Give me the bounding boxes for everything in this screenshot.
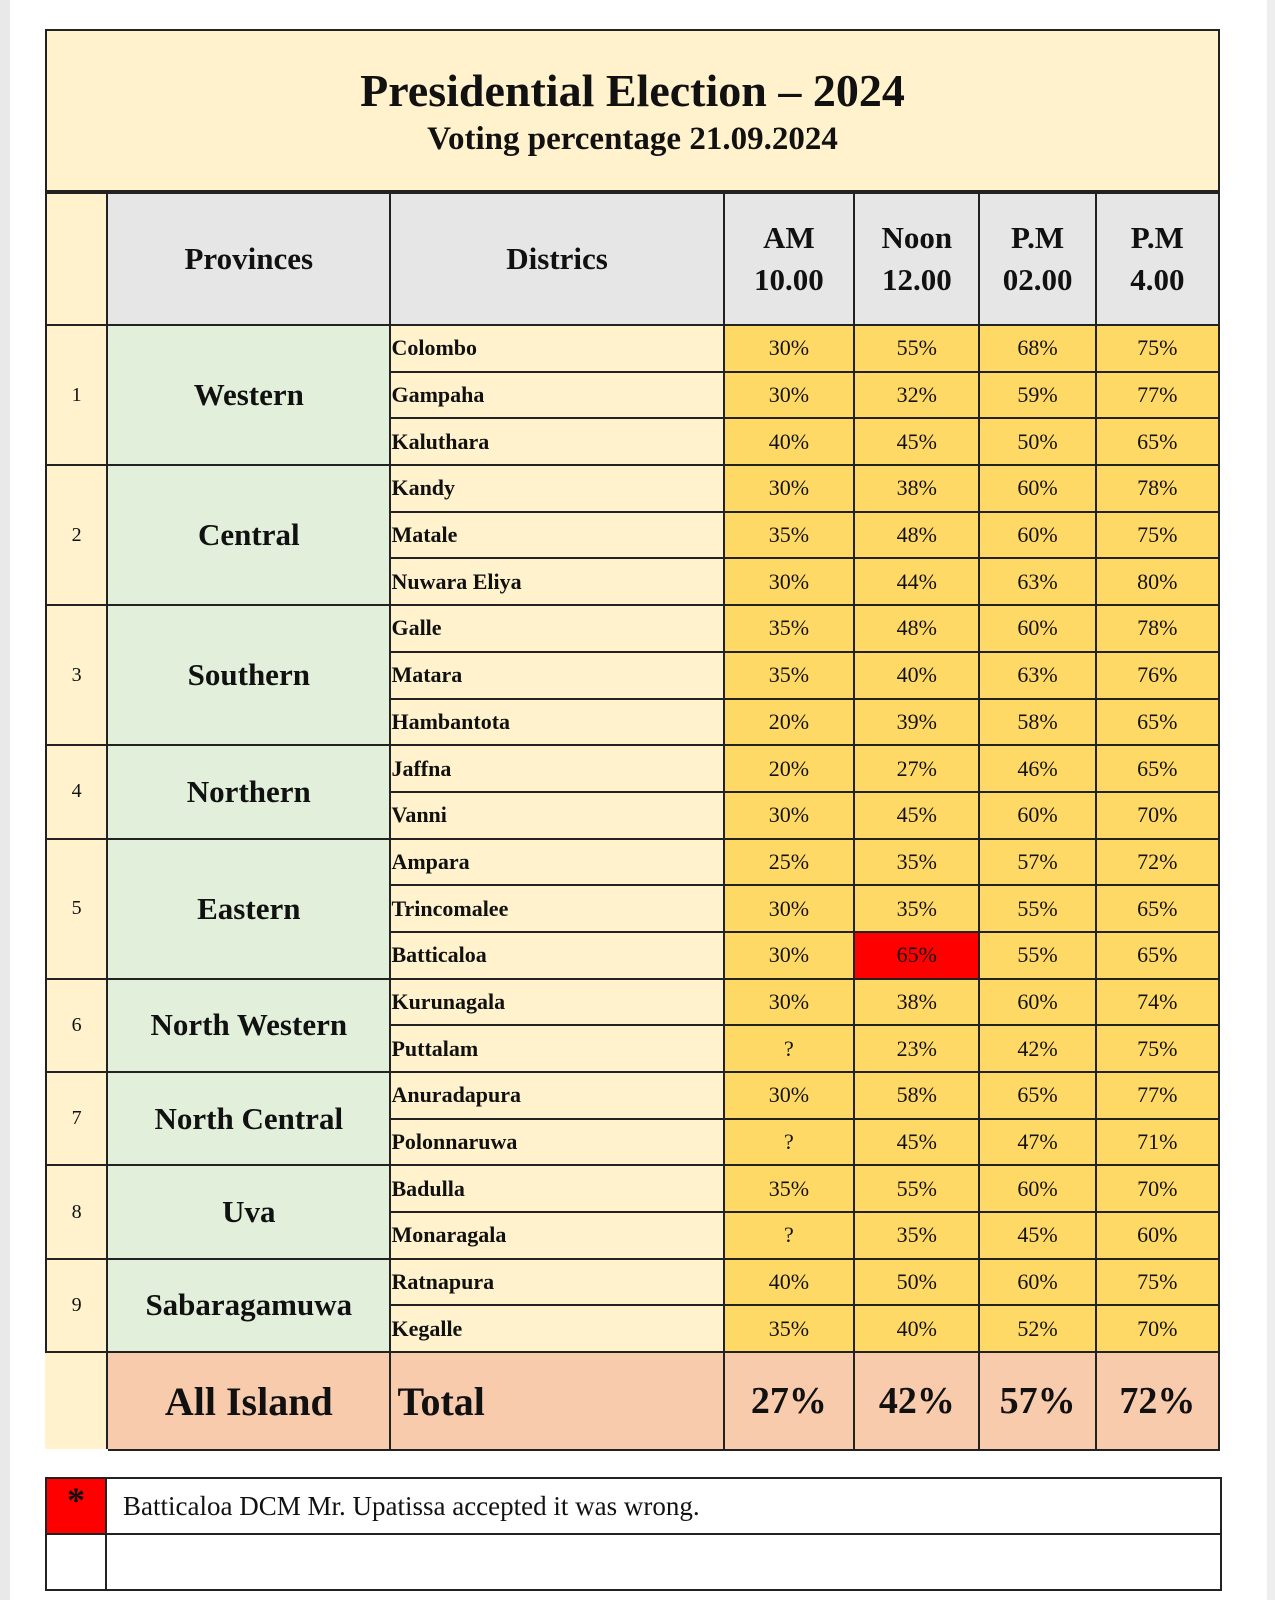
district-name: Kandy [390, 465, 723, 512]
turnout-value: 50% [854, 1259, 979, 1306]
page-edge-left [0, 0, 10, 1600]
turnout-value: 40% [854, 1305, 979, 1352]
turnout-value: 35% [724, 1165, 854, 1212]
turnout-value: 60% [1096, 1212, 1219, 1259]
province-name: Sabaragamuwa [107, 1259, 390, 1352]
turnout-value: 50% [979, 418, 1095, 465]
turnout-value: 35% [724, 605, 854, 652]
turnout-value: 30% [724, 372, 854, 419]
turnout-value: 58% [979, 699, 1095, 746]
turnout-value: 78% [1096, 605, 1219, 652]
district-row [46, 979, 1219, 1026]
total-island-label: All Island [107, 1352, 390, 1450]
district-name: Colombo [390, 325, 723, 372]
flagged-value-cell: 65% [854, 932, 979, 979]
total-value: 57% [979, 1352, 1095, 1450]
district-name: Galle [390, 605, 723, 652]
turnout-value: 40% [724, 418, 854, 465]
turnout-value: 72% [1096, 839, 1219, 886]
turnout-value: 35% [724, 1305, 854, 1352]
province-number: 1 [46, 325, 107, 465]
province-name: Northern [107, 745, 390, 838]
header-provinces: Provinces [107, 193, 390, 325]
district-row [46, 1259, 1219, 1306]
province-number: 5 [46, 839, 107, 979]
page-subtitle: Voting percentage 21.09.2024 [427, 121, 838, 157]
turnout-value: 59% [979, 372, 1095, 419]
turnout-value: 44% [854, 558, 979, 605]
footnote-empty-cell [106, 1534, 1221, 1590]
turnout-value: 55% [979, 885, 1095, 932]
turnout-value: 30% [724, 325, 854, 372]
turnout-value: 75% [1096, 512, 1219, 559]
total-num-cell [46, 1352, 107, 1450]
turnout-value: 65% [1096, 745, 1219, 792]
turnout-value: 60% [979, 512, 1095, 559]
turnout-value: 39% [854, 699, 979, 746]
turnout-value: 23% [854, 1025, 979, 1072]
province-name: Uva [107, 1165, 390, 1258]
turnout-value: 63% [979, 652, 1095, 699]
document-sheet [45, 29, 1220, 1591]
total-row [46, 1352, 1219, 1450]
turnout-value: 47% [979, 1119, 1095, 1166]
province-name: North Central [107, 1072, 390, 1165]
turnout-value: 35% [724, 652, 854, 699]
turnout-value: 60% [979, 1165, 1095, 1212]
turnout-value: ? [724, 1119, 854, 1166]
turnout-value: 45% [854, 792, 979, 839]
table-body [46, 325, 1219, 1352]
province-number: 6 [46, 979, 107, 1072]
turnout-value: 27% [854, 745, 979, 792]
province-name: Western [107, 325, 390, 465]
district-name: Anuradapura [390, 1072, 723, 1119]
province-number: 8 [46, 1165, 107, 1258]
turnout-value: 30% [724, 558, 854, 605]
total-value: 27% [724, 1352, 854, 1450]
district-row [46, 745, 1219, 792]
turnout-value: 71% [1096, 1119, 1219, 1166]
turnout-value: ? [724, 1212, 854, 1259]
footnote-text: Batticaloa DCM Mr. Upatissa accepted it was wrong. [106, 1478, 1221, 1534]
turnout-value: 57% [979, 839, 1095, 886]
total-value: 42% [854, 1352, 979, 1450]
district-name: Ratnapura [390, 1259, 723, 1306]
header-time-3: P.M 02.00 [979, 193, 1095, 325]
turnout-value: 45% [854, 1119, 979, 1166]
turnout-value: ? [724, 1025, 854, 1072]
turnout-value: 30% [724, 465, 854, 512]
turnout-value: 60% [979, 605, 1095, 652]
turnout-value: 35% [854, 839, 979, 886]
district-name: Gampaha [390, 372, 723, 419]
district-name: Monaragala [390, 1212, 723, 1259]
district-name: Batticaloa [390, 932, 723, 979]
footnote-empty-cell [46, 1534, 106, 1590]
header-row [46, 193, 1219, 325]
district-name: Matara [390, 652, 723, 699]
turnout-value: 30% [724, 979, 854, 1026]
turnout-value: 75% [1096, 1259, 1219, 1306]
turnout-value: 65% [1096, 699, 1219, 746]
province-name: Eastern [107, 839, 390, 979]
turnout-value: 77% [1096, 1072, 1219, 1119]
turnout-table [45, 192, 1220, 1451]
turnout-value: 55% [854, 325, 979, 372]
turnout-value: 78% [1096, 465, 1219, 512]
turnout-value: 30% [724, 1072, 854, 1119]
turnout-value: 55% [979, 932, 1095, 979]
district-name: Polonnaruwa [390, 1119, 723, 1166]
district-row [46, 839, 1219, 886]
district-name: Kaluthara [390, 418, 723, 465]
turnout-value: 70% [1096, 1305, 1219, 1352]
total-label: Total [390, 1352, 723, 1450]
header-time-4: P.M 4.00 [1096, 193, 1219, 325]
province-name: Central [107, 465, 390, 605]
province-number: 2 [46, 465, 107, 605]
turnout-value: 38% [854, 979, 979, 1026]
turnout-value: 77% [1096, 372, 1219, 419]
district-name: Trincomalee [390, 885, 723, 932]
turnout-value: 30% [724, 792, 854, 839]
turnout-value: 65% [1096, 418, 1219, 465]
asterisk-marker: * [46, 1478, 106, 1534]
district-row [46, 1072, 1219, 1119]
province-number: 3 [46, 605, 107, 745]
province-number: 9 [46, 1259, 107, 1352]
province-name: North Western [107, 979, 390, 1072]
turnout-value: 65% [979, 1072, 1095, 1119]
turnout-value: 35% [724, 512, 854, 559]
turnout-value: 52% [979, 1305, 1095, 1352]
turnout-value: 74% [1096, 979, 1219, 1026]
turnout-value: 70% [1096, 1165, 1219, 1212]
district-name: Badulla [390, 1165, 723, 1212]
footnote-empty-row [46, 1534, 1221, 1590]
turnout-value: 70% [1096, 792, 1219, 839]
turnout-value: 48% [854, 512, 979, 559]
district-name: Nuwara Eliya [390, 558, 723, 605]
turnout-value: 65% [1096, 932, 1219, 979]
turnout-value: 25% [724, 839, 854, 886]
turnout-value: 40% [854, 652, 979, 699]
turnout-value: 46% [979, 745, 1095, 792]
turnout-value: 32% [854, 372, 979, 419]
total-value: 72% [1096, 1352, 1219, 1450]
turnout-value: 60% [979, 792, 1095, 839]
turnout-value: 68% [979, 325, 1095, 372]
turnout-value: 65% [1096, 885, 1219, 932]
district-row [46, 465, 1219, 512]
district-name: Vanni [390, 792, 723, 839]
turnout-value: 58% [854, 1072, 979, 1119]
header-time-2: Noon 12.00 [854, 193, 979, 325]
district-name: Jaffna [390, 745, 723, 792]
turnout-value: 45% [854, 418, 979, 465]
district-name: Kurunagala [390, 979, 723, 1026]
footnote-table [45, 1477, 1222, 1591]
header-districts: Districs [390, 193, 723, 325]
district-name: Hambantota [390, 699, 723, 746]
turnout-value: 42% [979, 1025, 1095, 1072]
header-time-1: AM 10.00 [724, 193, 854, 325]
turnout-value: 75% [1096, 325, 1219, 372]
title-box [45, 29, 1220, 192]
district-name: Puttalam [390, 1025, 723, 1072]
turnout-value: 48% [854, 605, 979, 652]
page-edge-right [1267, 0, 1275, 1600]
province-name: Southern [107, 605, 390, 745]
turnout-value: 76% [1096, 652, 1219, 699]
turnout-value: 55% [854, 1165, 979, 1212]
turnout-value: 38% [854, 465, 979, 512]
district-name: Kegalle [390, 1305, 723, 1352]
province-number: 4 [46, 745, 107, 838]
turnout-value: 30% [724, 885, 854, 932]
district-name: Matale [390, 512, 723, 559]
turnout-value: 20% [724, 699, 854, 746]
turnout-value: 60% [979, 979, 1095, 1026]
page-title: Presidential Election – 2024 [360, 65, 905, 116]
turnout-value: 60% [979, 1259, 1095, 1306]
footnote-row [46, 1478, 1221, 1534]
turnout-value: 20% [724, 745, 854, 792]
turnout-value: 35% [854, 885, 979, 932]
turnout-value: 63% [979, 558, 1095, 605]
turnout-value: 30% [724, 932, 854, 979]
turnout-value: 45% [979, 1212, 1095, 1259]
turnout-value: 60% [979, 465, 1095, 512]
district-row [46, 605, 1219, 652]
district-row [46, 325, 1219, 372]
header-num [46, 193, 107, 325]
turnout-value: 40% [724, 1259, 854, 1306]
turnout-value: 75% [1096, 1025, 1219, 1072]
turnout-value: 35% [854, 1212, 979, 1259]
province-number: 7 [46, 1072, 107, 1165]
turnout-value: 80% [1096, 558, 1219, 605]
district-row [46, 1165, 1219, 1212]
district-name: Ampara [390, 839, 723, 886]
